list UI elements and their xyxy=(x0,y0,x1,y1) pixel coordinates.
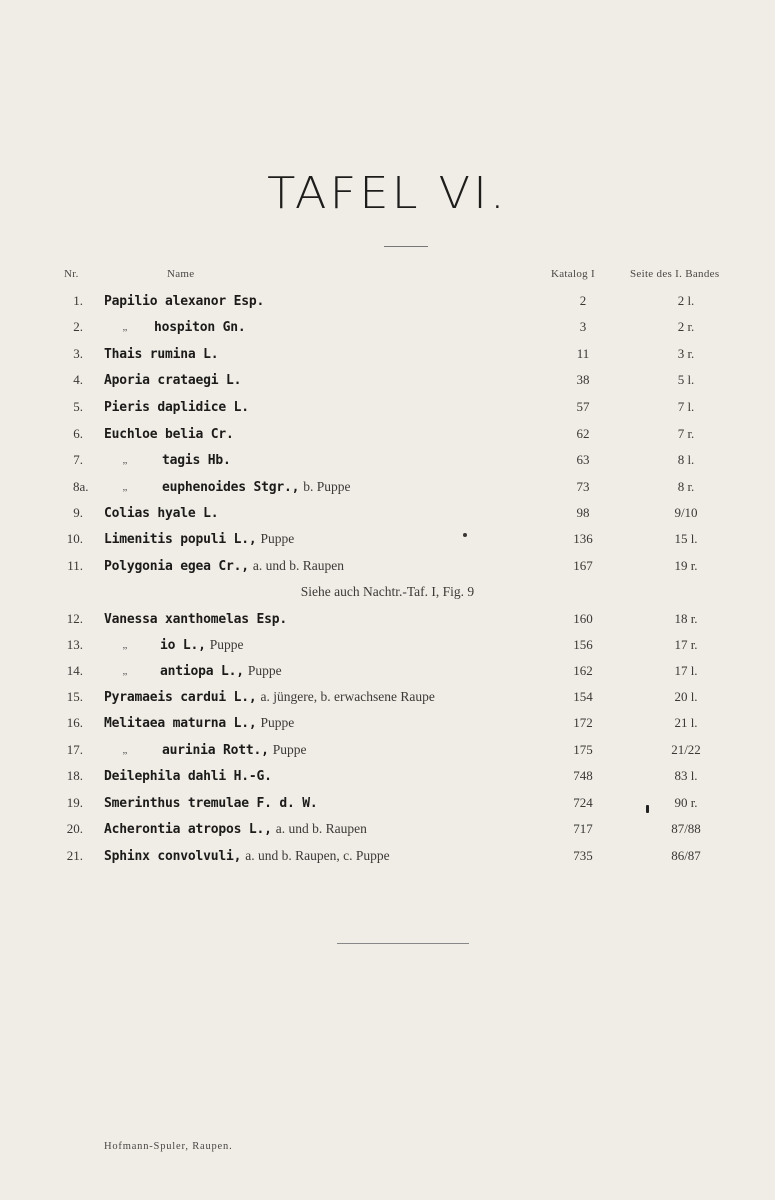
row-number: 15. xyxy=(66,689,83,704)
species-name: Thais rumina L. xyxy=(104,347,219,362)
row-katalog: 172 xyxy=(573,715,593,730)
row-number: 20. xyxy=(66,821,83,836)
row-katalog: 748 xyxy=(573,768,593,783)
row-name xyxy=(104,636,244,654)
species-name: Pieris daplidice L. xyxy=(104,400,249,415)
row-seite: 19 r. xyxy=(674,558,698,573)
row-number: 10. xyxy=(66,531,83,546)
row-seite: 18 r. xyxy=(674,611,698,626)
table-row xyxy=(0,368,775,394)
row-number: 18. xyxy=(66,768,83,783)
row-seite: 9/10 xyxy=(674,505,698,520)
row-note: a. und b. Raupen xyxy=(252,558,345,573)
row-katalog: 73 xyxy=(576,479,590,494)
row-katalog: 156 xyxy=(573,637,593,652)
table-row xyxy=(0,764,775,790)
row-name xyxy=(104,741,307,759)
table-row xyxy=(0,448,775,474)
row-number: 17. xyxy=(66,742,83,757)
row-number: 8a. xyxy=(73,479,89,494)
row-name xyxy=(104,557,344,575)
row-number: 19. xyxy=(66,795,83,810)
row-name xyxy=(104,714,294,732)
species-name: hospiton Gn. xyxy=(154,320,246,335)
ink-mark xyxy=(646,805,649,813)
species-name: Melitaea maturna L., xyxy=(104,716,257,731)
row-note: a. jüngere, b. erwachsene Raupe xyxy=(260,689,435,704)
table-row xyxy=(0,659,775,685)
row-name xyxy=(104,371,241,389)
row-katalog: 57 xyxy=(576,399,590,414)
row-note: Puppe xyxy=(247,663,282,678)
row-number: 14. xyxy=(66,663,83,678)
row-note: Puppe xyxy=(209,637,244,652)
row-name xyxy=(104,767,272,785)
row-katalog: 38 xyxy=(576,372,590,387)
ditto-mark: „ xyxy=(122,639,128,651)
row-number: 16. xyxy=(66,715,83,730)
table-row xyxy=(0,738,775,764)
see-also-note: Siehe auch Nachtr.-Taf. I, Fig. 9 xyxy=(300,584,475,599)
species-name: aurinia Rott., xyxy=(162,743,269,758)
row-name xyxy=(104,451,231,469)
species-name: Acherontia atropos L., xyxy=(104,822,272,837)
species-name: Vanessa xanthomelas Esp. xyxy=(104,612,288,627)
row-seite: 2 l. xyxy=(677,293,695,308)
row-name xyxy=(104,292,264,310)
table-row xyxy=(0,791,775,817)
row-number: 4. xyxy=(73,372,83,387)
header-katalog: Katalog I xyxy=(551,268,595,280)
species-name: Papilio alexanor Esp. xyxy=(104,294,265,309)
row-seite: 21 l. xyxy=(674,715,698,730)
row-katalog: 160 xyxy=(573,611,593,626)
ditto-mark: „ xyxy=(122,665,128,677)
footer-credit: Hofmann-Spuler, Raupen. xyxy=(104,1141,233,1152)
row-number: 11. xyxy=(67,558,83,573)
species-name: io L., xyxy=(160,638,206,653)
table-row xyxy=(0,844,775,870)
species-name: antiopa L., xyxy=(160,664,244,679)
row-name xyxy=(104,794,318,812)
row-seite: 90 r. xyxy=(674,795,698,810)
table-row xyxy=(0,289,775,315)
row-katalog: 154 xyxy=(573,689,593,704)
row-number: 13. xyxy=(66,637,83,652)
row-note: a. und b. Raupen, c. Puppe xyxy=(245,848,390,863)
species-name: Aporia crataegi L. xyxy=(104,373,242,388)
row-katalog: 136 xyxy=(573,531,593,546)
row-seite: 7 l. xyxy=(677,399,695,414)
row-name xyxy=(104,318,246,336)
row-seite: 8 l. xyxy=(677,452,695,467)
species-name: tagis Hb. xyxy=(162,453,231,468)
row-katalog: 735 xyxy=(573,848,593,863)
row-katalog: 11 xyxy=(576,346,590,361)
row-katalog: 175 xyxy=(573,742,593,757)
row-name xyxy=(104,425,234,443)
table-row xyxy=(0,422,775,448)
row-name xyxy=(104,820,367,838)
row-seite: 87/88 xyxy=(671,821,701,836)
table-row xyxy=(0,554,775,580)
table-row xyxy=(0,633,775,659)
row-name xyxy=(104,662,282,680)
row-seite: 83 l. xyxy=(674,768,698,783)
table-row xyxy=(0,342,775,368)
ditto-mark: „ xyxy=(122,321,128,333)
table-row xyxy=(0,501,775,527)
species-name: Smerinthus tremulae F. d. W. xyxy=(104,796,318,811)
row-number: 7. xyxy=(73,452,83,467)
species-name: euphenoides Stgr., xyxy=(162,480,300,495)
row-name xyxy=(104,530,294,548)
row-seite: 2 r. xyxy=(677,319,695,334)
row-note: Puppe xyxy=(272,742,307,757)
species-name: Euchloe belia Cr. xyxy=(104,427,234,442)
ditto-mark: „ xyxy=(122,744,128,756)
page-title: TAFEL VI. xyxy=(267,168,508,219)
row-number: 6. xyxy=(73,426,83,441)
row-number: 1. xyxy=(73,293,83,308)
ink-dot xyxy=(463,533,467,537)
row-number: 9. xyxy=(73,505,83,520)
row-seite: 17 l. xyxy=(674,663,698,678)
table-row xyxy=(0,817,775,843)
table-row xyxy=(0,607,775,633)
table-row xyxy=(0,475,775,501)
row-katalog: 2 xyxy=(579,293,587,308)
row-katalog: 62 xyxy=(576,426,590,441)
table-row xyxy=(0,315,775,341)
row-note: Puppe xyxy=(260,531,295,546)
ditto-mark: „ xyxy=(122,454,128,466)
row-name xyxy=(104,398,249,416)
table-row xyxy=(0,395,775,421)
title-divider xyxy=(384,246,428,247)
row-seite: 5 l. xyxy=(677,372,695,387)
row-name xyxy=(104,504,218,522)
species-name: Colias hyale L. xyxy=(104,506,219,521)
row-name xyxy=(104,688,435,706)
row-seite: 15 l. xyxy=(674,531,698,546)
row-katalog: 63 xyxy=(576,452,590,467)
row-seite: 8 r. xyxy=(677,479,695,494)
row-number: 2. xyxy=(73,319,83,334)
row-katalog: 724 xyxy=(573,795,593,810)
species-name: Polygonia egea Cr., xyxy=(104,559,249,574)
row-name xyxy=(104,610,287,628)
row-katalog: 98 xyxy=(576,505,590,520)
header-seite: Seite des I. Bandes xyxy=(630,268,720,280)
species-name: Pyramaeis cardui L., xyxy=(104,690,257,705)
row-katalog: 3 xyxy=(579,319,587,334)
header-name: Name xyxy=(167,268,195,280)
bottom-divider xyxy=(337,943,469,944)
row-katalog: 717 xyxy=(573,821,593,836)
ditto-mark: „ xyxy=(122,481,128,493)
row-note: Puppe xyxy=(260,715,295,730)
row-name xyxy=(104,345,218,363)
species-name: Limenitis populi L., xyxy=(104,532,257,547)
row-name xyxy=(104,847,390,865)
species-name: Sphinx convolvuli, xyxy=(104,849,242,864)
header-nr: Nr. xyxy=(64,268,79,280)
see-also-row xyxy=(0,580,775,606)
row-seite: 20 l. xyxy=(674,689,698,704)
row-note: b. Puppe xyxy=(303,479,351,494)
table-row xyxy=(0,711,775,737)
row-katalog: 162 xyxy=(573,663,593,678)
row-seite: 86/87 xyxy=(671,848,701,863)
row-number: 5. xyxy=(73,399,83,414)
row-name xyxy=(104,478,351,496)
table-row xyxy=(0,685,775,711)
row-seite: 17 r. xyxy=(674,637,698,652)
row-katalog: 167 xyxy=(573,558,593,573)
row-number: 12. xyxy=(66,611,83,626)
row-number: 21. xyxy=(66,848,83,863)
row-seite: 3 r. xyxy=(677,346,695,361)
row-seite: 21/22 xyxy=(671,742,701,757)
row-note: a. und b. Raupen xyxy=(275,821,367,836)
table-row xyxy=(0,527,775,553)
row-seite: 7 r. xyxy=(677,426,695,441)
row-number: 3. xyxy=(73,346,83,361)
species-name: Deilephila dahli H.-G. xyxy=(104,769,272,784)
